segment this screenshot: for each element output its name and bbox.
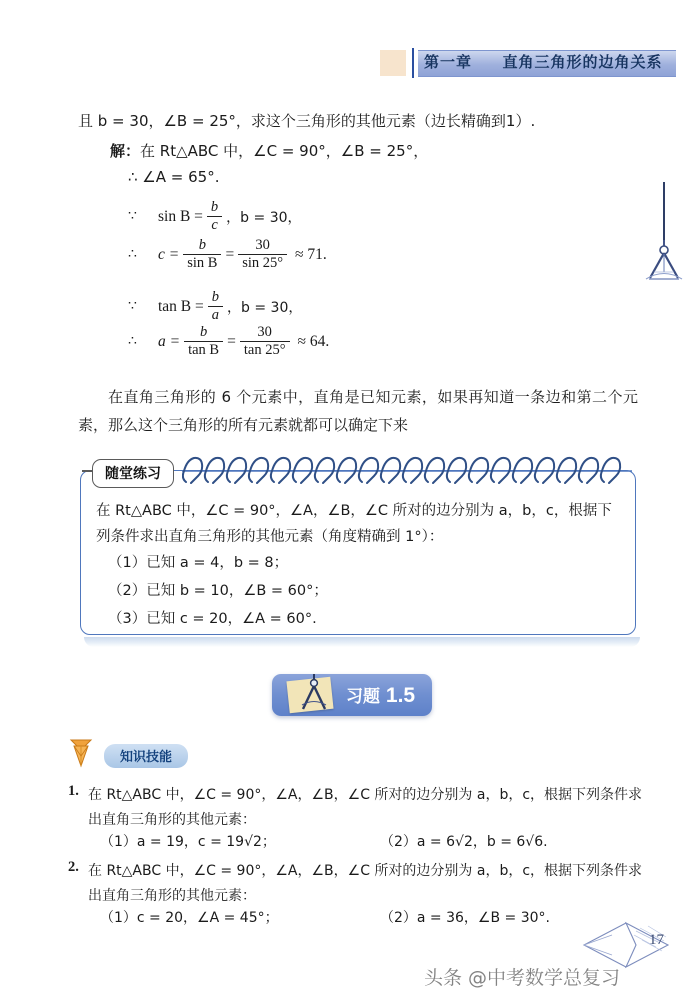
therefore-symbol: ∴ <box>128 247 138 263</box>
eq-c-result: ≈ 71. <box>295 245 327 263</box>
eq-tan-b-lhs: tan B = <box>158 297 204 315</box>
exercise-subitems <box>0 831 570 853</box>
chapter-header <box>0 48 700 78</box>
exercise-stem: 在 Rt△ABC 中，∠C = 90°，∠A，∠B，∠C 所对的边分别为 a，b，c，根据下列条件求出直角三角形的其他元素： <box>88 863 643 904</box>
fraction-denominator: tan 25° <box>243 342 286 359</box>
therefore-symbol: ∴ <box>128 334 138 350</box>
eq-c-lhs: c = <box>158 245 180 263</box>
eq-a-result: ≈ 64. <box>297 332 330 350</box>
angle-a-result: ∴ ∠A = 65°. <box>128 168 220 186</box>
equation-tan-b <box>128 290 302 323</box>
fraction-30-over-tan25 <box>240 325 290 358</box>
equation-solve-a <box>128 325 329 358</box>
eq-a-lhs: a = <box>158 332 181 350</box>
fraction-denominator: tan B <box>188 342 220 359</box>
header-title <box>424 51 674 74</box>
exercise-number: 1. <box>68 783 79 799</box>
eq-sin-b-lhs: sin B = <box>158 207 203 225</box>
fraction-numerator: b <box>210 199 219 215</box>
equation-sin-b <box>128 200 302 233</box>
compass-icon <box>294 672 334 714</box>
fraction-denominator: a <box>211 307 220 324</box>
fraction-b-over-c <box>207 200 222 233</box>
solution-line <box>110 140 428 161</box>
exercise-number: 2. <box>68 859 79 875</box>
exercise-subitem: （1）c = 20，∠A = 45°； <box>100 910 279 926</box>
practice-item: （1）已知 a = 4，b = 8； <box>108 555 289 571</box>
watermark: 头条 @中考数学总复习 <box>424 967 621 989</box>
practice-intro: 在 Rt△ABC 中，∠C = 90°，∠A，∠B，∠C 所对的边分别为 a，b，c，根据下列条件求出直角三角形的其他元素（角度精确到 1°）： <box>96 503 612 545</box>
exercise-subitem: （2）a = 36，∠B = 30°. <box>380 910 550 926</box>
problem-statement-line: 且 b = 30，∠B = 25°，求这个三角形的其他元素（边长精确到1）. <box>78 112 536 130</box>
fraction-b-over-a <box>208 290 223 323</box>
fraction-denominator: c <box>211 217 218 234</box>
exercise-badge-number: 1.5 <box>385 684 416 707</box>
equation-solve-c <box>128 238 327 271</box>
exercise-subitem: （2）a = 6√2，b = 6√6. <box>380 834 548 850</box>
equals-symbol: = <box>227 332 236 350</box>
because-symbol: ∵ <box>128 299 138 315</box>
header-vertical-rule <box>412 48 414 78</box>
fraction-numerator: 30 <box>255 237 270 253</box>
exercise-badge <box>272 674 432 716</box>
eq-tan-b-tail: ，b = 30， <box>227 299 303 316</box>
exercise-subitems <box>0 907 570 929</box>
practice-item: （2）已知 b = 10，∠B = 60°； <box>108 583 328 599</box>
fraction-numerator: 30 <box>257 324 272 340</box>
eq-sin-b-tail: ，b = 30， <box>226 209 302 226</box>
practice-tab-label: 随堂练习 <box>92 459 174 488</box>
practice-item: （3）已知 c = 20，∠A = 60°. <box>108 611 317 627</box>
exercise-stem: 在 Rt△ABC 中，∠C = 90°，∠A，∠B，∠C 所对的边分别为 a，b，c，根据下列条件求出直角三角形的其他元素： <box>88 787 643 828</box>
equals-symbol: = <box>225 245 235 263</box>
fraction-b-over-tanb <box>184 325 223 358</box>
exercise-badge-label <box>346 682 415 708</box>
spiral-binding-icon <box>182 452 632 488</box>
fraction-30-over-sin25 <box>238 238 287 271</box>
pencil-cone-icon <box>68 738 94 768</box>
fraction-denominator: sin B <box>187 255 218 272</box>
chapter-label: 第一章 <box>424 53 473 71</box>
fraction-numerator: b <box>211 289 220 305</box>
compass-hanging-string <box>663 182 665 244</box>
solution-given: 在 Rt△ABC 中，∠C = 90°，∠B = 25°， <box>140 142 429 160</box>
because-symbol: ∵ <box>128 209 138 225</box>
exercise-subitem: （1）a = 19，c = 19√2； <box>100 834 276 850</box>
exercise-badge-text: 习题 <box>346 687 380 707</box>
summary-paragraph: 在直角三角形的 6 个元素中，直角是已知元素，如果再知道一条边和第二个元素，那么这个三角形的所有元素就都可以确定下来 <box>78 388 638 434</box>
practice-box-shadow <box>84 637 640 647</box>
knowledge-skill-pill: 知识技能 <box>104 744 188 768</box>
fraction-numerator: b <box>198 237 206 253</box>
fraction-numerator: b <box>199 324 208 340</box>
page-number: 17 <box>649 932 664 948</box>
header-tan-block <box>380 50 406 76</box>
fraction-denominator: sin 25° <box>242 255 284 272</box>
chapter-title: 直角三角形的边角关系 <box>502 53 663 71</box>
solution-label: 解： <box>110 142 141 160</box>
fraction-b-over-sinb <box>183 238 221 271</box>
compass-icon <box>638 238 690 282</box>
